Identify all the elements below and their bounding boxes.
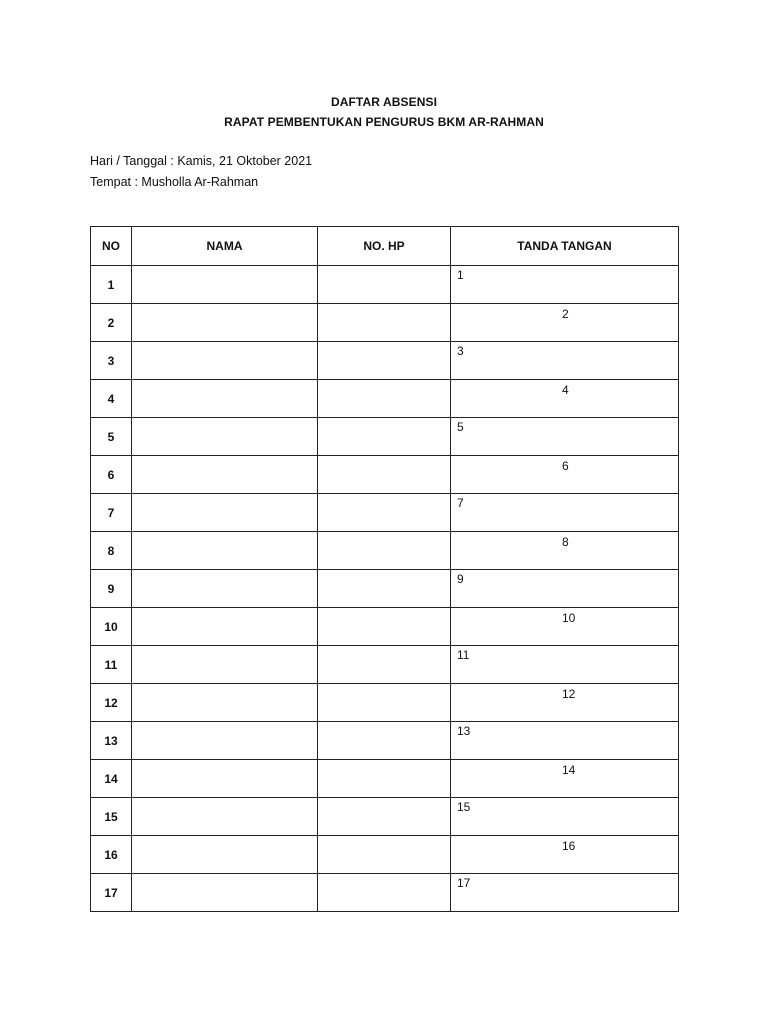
name-cell[interactable] [132,266,318,304]
row-number: 16 [91,836,132,874]
table-row [91,342,679,380]
signature-cell[interactable] [451,722,679,760]
row-number: 5 [91,418,132,456]
signature-cell[interactable] [451,646,679,684]
table-row [91,760,679,798]
name-cell[interactable] [132,722,318,760]
signature-number: 13 [457,724,471,738]
signature-number: 7 [457,496,464,510]
column-header-hp: NO. HP [318,227,451,266]
table-row [91,874,679,912]
date-line: Hari / Tanggal : Kamis, 21 Oktober 2021 [90,154,313,168]
table-row [91,380,679,418]
row-number: 6 [91,456,132,494]
name-cell[interactable] [132,532,318,570]
signature-cell[interactable] [451,380,679,418]
signature-cell[interactable] [451,570,679,608]
row-number: 15 [91,798,132,836]
place-line: Tempat : Musholla Ar-Rahman [90,175,259,189]
row-number: 9 [91,570,132,608]
name-cell[interactable] [132,494,318,532]
table-row [91,304,679,342]
signature-cell[interactable] [451,304,679,342]
name-cell[interactable] [132,608,318,646]
row-number: 11 [91,646,132,684]
signature-number: 1 [457,268,464,282]
signature-cell[interactable] [451,608,679,646]
name-cell[interactable] [132,304,318,342]
name-cell[interactable] [132,684,318,722]
row-number: 8 [91,532,132,570]
phone-cell[interactable] [318,608,451,646]
signature-number: 8 [562,535,569,549]
attendance-table [90,226,679,912]
name-cell[interactable] [132,342,318,380]
signature-cell[interactable] [451,798,679,836]
table-row [91,456,679,494]
signature-number: 17 [457,876,471,890]
phone-cell[interactable] [318,532,451,570]
row-number: 12 [91,684,132,722]
table-row [91,266,679,304]
phone-cell[interactable] [318,570,451,608]
column-header-nama: NAMA [132,227,318,266]
signature-number: 12 [562,687,576,701]
phone-cell[interactable] [318,646,451,684]
phone-cell[interactable] [318,494,451,532]
table-row [91,722,679,760]
phone-cell[interactable] [318,836,451,874]
document-title: DAFTAR ABSENSI [330,95,438,109]
signature-number: 9 [457,572,464,586]
phone-cell[interactable] [318,304,451,342]
row-number: 14 [91,760,132,798]
name-cell[interactable] [132,798,318,836]
signature-cell[interactable] [451,456,679,494]
phone-cell[interactable] [318,418,451,456]
row-number: 1 [91,266,132,304]
signature-cell[interactable] [451,684,679,722]
signature-number: 4 [562,383,569,397]
signature-cell[interactable] [451,418,679,456]
row-number: 2 [91,304,132,342]
row-number: 7 [91,494,132,532]
row-number: 13 [91,722,132,760]
name-cell[interactable] [132,760,318,798]
table-row [91,494,679,532]
phone-cell[interactable] [318,760,451,798]
signature-cell[interactable] [451,494,679,532]
signature-number: 15 [457,800,471,814]
phone-cell[interactable] [318,380,451,418]
document-subtitle: RAPAT PEMBENTUKAN PENGURUS BKM AR-RAHMAN [224,115,544,129]
row-number: 10 [91,608,132,646]
signature-cell[interactable] [451,874,679,912]
signature-cell[interactable] [451,836,679,874]
signature-number: 6 [562,459,569,473]
table-row [91,532,679,570]
signature-cell[interactable] [451,760,679,798]
name-cell[interactable] [132,380,318,418]
signature-number: 3 [457,344,464,358]
signature-cell[interactable] [451,266,679,304]
column-header-tanda-tangan: TANDA TANGAN [451,227,679,266]
signature-number: 14 [562,763,576,777]
signature-number: 16 [562,839,576,853]
phone-cell[interactable] [318,874,451,912]
table-row [91,836,679,874]
signature-number: 2 [562,307,569,321]
signature-number: 10 [562,611,576,625]
name-cell[interactable] [132,646,318,684]
name-cell[interactable] [132,836,318,874]
phone-cell[interactable] [318,342,451,380]
row-number: 4 [91,380,132,418]
table-row [91,646,679,684]
name-cell[interactable] [132,456,318,494]
table-row [91,570,679,608]
signature-number: 5 [457,420,464,434]
phone-cell[interactable] [318,266,451,304]
table-row [91,608,679,646]
phone-cell[interactable] [318,456,451,494]
name-cell[interactable] [132,874,318,912]
table-header-row [91,227,679,266]
name-cell[interactable] [132,418,318,456]
column-header-no: NO [91,227,132,266]
table-row [91,798,679,836]
table-row [91,684,679,722]
table-row [91,418,679,456]
signature-cell[interactable] [451,532,679,570]
signature-cell[interactable] [451,342,679,380]
phone-cell[interactable] [318,798,451,836]
signature-number: 11 [457,648,470,662]
row-number: 3 [91,342,132,380]
row-number: 17 [91,874,132,912]
name-cell[interactable] [132,570,318,608]
phone-cell[interactable] [318,684,451,722]
phone-cell[interactable] [318,722,451,760]
